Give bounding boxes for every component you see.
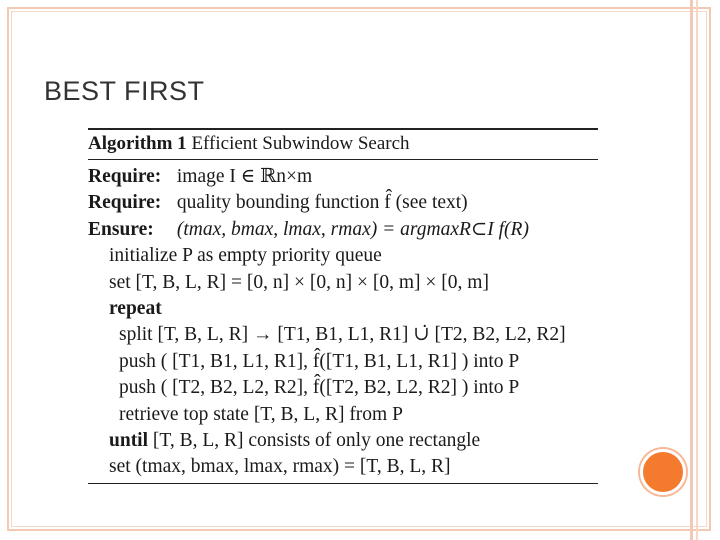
slide-side-bar (690, 0, 693, 540)
push-first-line: push ( [T1, B1, L1, R1], f̂([T1, B1, L1, R1] ) into P (119, 350, 520, 372)
require-bound-line (88, 190, 598, 216)
require-label: Require: (88, 166, 162, 187)
ensure-label: Ensure: (88, 218, 154, 240)
until-text: [T, B, L, R] consists of only one rectangle (152, 430, 481, 452)
until-keyword: until (109, 430, 149, 452)
retrieve-line: retrieve top state [T, B, L, R] from P (119, 403, 403, 425)
algorithm-bottom-rule (88, 483, 598, 484)
algorithm-top-rule (88, 128, 598, 130)
algorithm-caption (88, 133, 598, 155)
algorithm-caption-title: Efficient Subwindow Search (191, 133, 410, 154)
decorative-orange-circle (640, 449, 686, 495)
split-line: split [T, B, L, R] → [T1, B1, L1, R1] ∪̇ [T2, B2, L2, R2] (119, 324, 566, 346)
slide-title: BEST FIRST (44, 76, 205, 106)
require-image-text: image I ∈ ℝn×m (176, 166, 313, 187)
algorithm-mid-rule (88, 159, 598, 160)
require-label: Require: (88, 192, 162, 214)
algorithm-caption-label: Algorithm 1 (88, 133, 187, 154)
require-bound-text: quality bounding function f̂ (see text) (176, 192, 468, 214)
set-initial-line: set [T, B, L, R] = [0, n] × [0, n] × [0, m] × [0, m] (109, 271, 489, 293)
push-second-line: push ( [T2, B2, L2, R2], f̂([T2, B2, L2, R2] ) into P (119, 377, 520, 399)
require-image-line (88, 164, 598, 190)
init-line: initialize P as empty priority queue (109, 245, 382, 267)
algorithm-box (88, 128, 598, 481)
until-line (88, 428, 598, 454)
slide-side-bar-thin (696, 0, 698, 540)
ensure-line (88, 217, 598, 243)
repeat-keyword: repeat (109, 298, 162, 320)
ensure-text: (tmax, bmax, lmax, rmax) = argmaxR⊂I f(R) (176, 218, 529, 240)
set-result-line: set (tmax, bmax, lmax, rmax) = [T, B, L, R] (109, 456, 451, 478)
